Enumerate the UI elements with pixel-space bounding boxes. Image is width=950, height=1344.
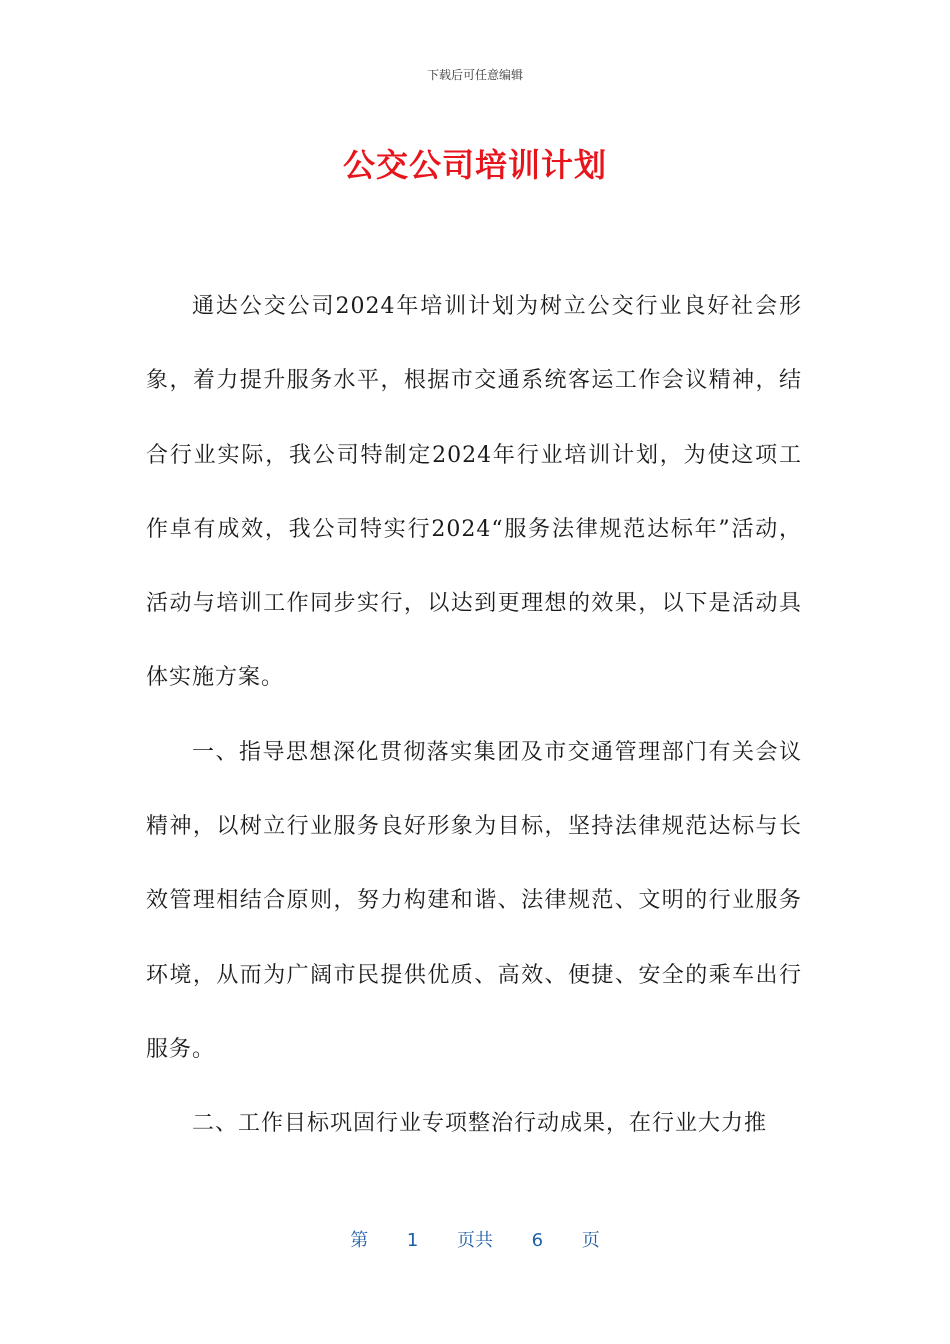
document-body: [146, 270, 802, 1162]
document-title: 公交公司培训计划: [342, 146, 607, 184]
footer-current-page: 1: [406, 1230, 419, 1251]
footer-middle: 页共: [457, 1230, 493, 1251]
footer-prefix: 第: [350, 1230, 369, 1251]
header-note: 下载后可任意编辑: [426, 68, 523, 82]
paragraph-guiding-ideology: 一、指导思想深化贯彻落实集团及市交通管理部门有关会议精神，以树立行业服务良好形象为目标，坚持法律规范达标与长效管理相结合原则，努力构建和谐、法律规范、文明的行业服务环境，从而为广阔市民提供优质、高效、便捷、安全的乘车出行服务。: [146, 739, 802, 1062]
footer-total-pages: 6: [531, 1230, 544, 1251]
paragraph-intro: 通达公交公司2024年培训计划为树立公交行业良好社会形象，着力提升服务水平，根据市交通系统客运工作会议精神，结合行业实际，我公司特制定2024年行业培训计划，为使这项工作卓有成效，我公司特实行2024“服务法律规范达标年”活动，活动与培训工作同步实行，以达到更理想的效果，以下是活动具体实施方案。: [146, 294, 802, 691]
footer-suffix: 页: [581, 1230, 600, 1251]
page-footer: [0, 1226, 950, 1252]
paragraph-work-goals: 二、工作目标巩固行业专项整治行动成果，在行业大力推: [192, 1111, 768, 1137]
